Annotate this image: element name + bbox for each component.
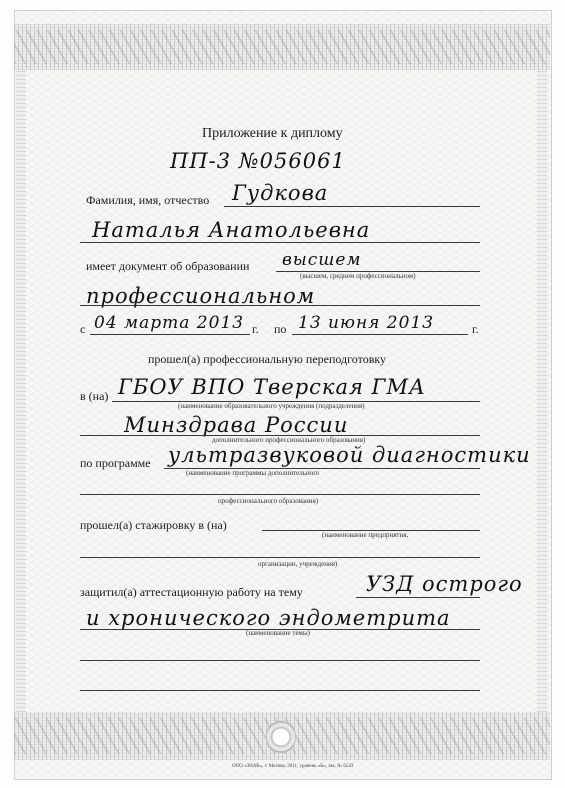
- education-value-2: профессиональном: [86, 284, 316, 308]
- from-date-line: [90, 334, 250, 335]
- surname-line: [224, 206, 480, 207]
- surname-label: Фамилия, имя, отчество: [86, 193, 210, 207]
- surname-value: Гудкова: [232, 181, 329, 205]
- program-hint-2: профессионального образования): [218, 497, 319, 505]
- education-line-2: [80, 305, 480, 306]
- institution-hint-2: дополнительного профессионального образования): [212, 436, 366, 444]
- to-prefix: по: [274, 322, 287, 336]
- series-number: ПП-3 №056061: [170, 149, 346, 173]
- in-label: в (на): [80, 389, 109, 403]
- name-value: Наталья Анатольевна: [92, 218, 371, 242]
- internship-hint: (наименование предприятия,: [322, 531, 409, 539]
- thesis-value-1: УЗД острого: [366, 572, 523, 596]
- retraining-label: прошел(а) профессиональную переподготовку: [148, 352, 387, 366]
- program-value: ультразвуковой диагностики: [168, 443, 531, 467]
- program-line-2: [80, 494, 480, 495]
- internship-label: прошел(а) стажировку в (на): [80, 518, 227, 532]
- name-line: [80, 242, 480, 243]
- internship-hint-2: организации, учреждения): [258, 560, 338, 568]
- thesis-label: защитил(а) аттестационную работу на тему: [80, 585, 303, 599]
- thesis-value-2: и хронического эндометрита: [86, 606, 451, 630]
- education-label: имеет документ об образовании: [86, 259, 250, 273]
- decorative-left-border: [16, 70, 26, 712]
- blank-line-2: [80, 690, 480, 691]
- blank-line-1: [80, 660, 480, 661]
- from-date-value: 04 марта 2013: [94, 313, 245, 333]
- program-hint: (наименование программы дополнительного: [186, 469, 320, 477]
- to-date-line: [292, 334, 468, 335]
- from-prefix: с: [80, 322, 86, 336]
- thesis-line-1: [356, 597, 480, 598]
- year-suffix-1: г.: [252, 322, 259, 336]
- internship-line-2: [80, 557, 480, 558]
- printer-imprint: ООО «ЗНАК», г. Москва, 2011, уровень «Б», зак. № 6543: [232, 764, 354, 769]
- to-date-value: 13 июня 2013: [298, 313, 435, 333]
- decorative-top-band: [14, 24, 550, 70]
- institution-hint: (наименование образовательного учреждения (подразделения): [178, 402, 365, 410]
- program-label: по программе: [80, 456, 151, 470]
- education-hint: (высшем, среднем профессиональном): [300, 272, 416, 280]
- thesis-hint: (наименование темы): [246, 629, 311, 637]
- year-suffix-2: г.: [472, 322, 479, 336]
- document-title: Приложение к диплому: [202, 126, 343, 141]
- decorative-right-border: [537, 70, 547, 712]
- education-value: высшем: [282, 250, 362, 270]
- institution-value-1: ГБОУ ВПО Тверская ГМА: [118, 375, 426, 399]
- institution-value-2: Минздрава России: [124, 413, 349, 437]
- emblem-seal: [266, 719, 296, 755]
